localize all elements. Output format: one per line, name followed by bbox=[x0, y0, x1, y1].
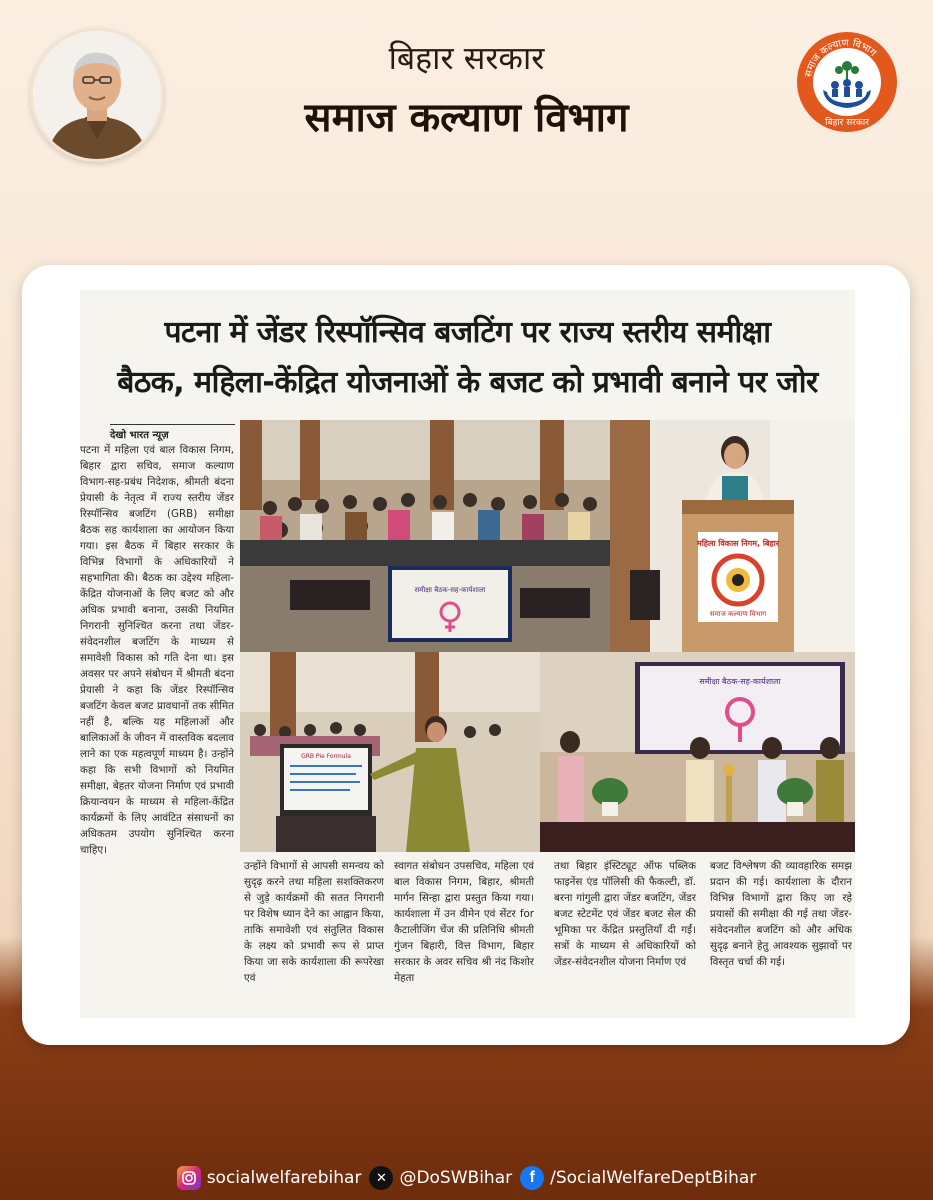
instagram-link[interactable] bbox=[177, 1166, 362, 1190]
facebook-icon: f bbox=[520, 1166, 544, 1190]
headline-line-1: पटना में जेंडर रिस्पॉन्सिव बजटिंग पर राज्य स्तरीय समीक्षा bbox=[164, 315, 771, 350]
x-icon: ✕ bbox=[369, 1166, 393, 1190]
facebook-handle: /SocialWelfareDeptBihar bbox=[550, 1168, 757, 1188]
instagram-icon bbox=[177, 1166, 201, 1190]
article-column-2: उन्होंने विभागों से आपसी समन्वय को सुदृढ़ करने तथा महिला सशक्तिकरण से जुड़े कार्यक्रमों की सतत निगरानी पर विशेष ध्यान देने का आह्वान किया, ताकि समावेशी एवं संतुलित विकास के लक्ष्य को प्रभावी रूप से प्राप्त किया जा सके कार्यशाला की रूपरेखा एवं bbox=[244, 860, 384, 984]
x-handle: @DoSWBihar bbox=[399, 1168, 513, 1188]
stage-screen-title: समीक्षा बैठक-सह-कार्यशाला bbox=[699, 677, 781, 686]
photo-lamp-lighting bbox=[540, 652, 855, 852]
department-emblem bbox=[795, 30, 899, 134]
article-column-1: पटना में महिला एवं बाल विकास निगम, बिहार द्वारा सचिव, समाज कल्याण विभाग-सह-प्रबंध निदेशक, श्रीमती बंदना प्रेयासी के नेतृत्व में राज्य स्तरीय जेंडर रिस्पॉन्सिव बजटिंग (GRB) समीक्षा बैठक सह कार्यशाला का आयोजन किया गया। इस बैठक में बिहार सरकार के विभिन्न विभागों के अधिकारियों ने सहभागिता की। बैठक का उद्देश्य महिला-केंद्रित योजनाओं के लिए बजट को और अधिक प्रभावी बनाना, उसकी नियमित निगरानी सुनिश्चित करना तथा जेंडर-संवेदनशील बजटिंग के माध्यम से समावेशी विकास को गति देना था। इस अवसर पर अपने संबोधन में श्रीमती बंदना प्रेयासी ने कहा कि जेंडर रिस्पॉन्सिव बजटिंग केवल बजट प्रावधानों तक सीमित नहीं है, बल्कि यह महिलाओं और बालिकाओं के जीवन में वास्तविक बदलाव लाने का एक महत्वपूर्ण माध्यम है। उन्होंने कहा कि सभी विभागों को नियमित समीक्षा, बेहतर योजना निर्माण एवं प्रभावी क्रियान्वयन के माध्यम से महिला-केंद्रित कार्यक्रमों के लिए आवंटित संसाधनों का अधिकतम उपयोग सुनिश्चित करना चाहिए। bbox=[80, 444, 234, 856]
podium-sign-line-1: महिला विकास निगम, बिहार bbox=[696, 539, 780, 548]
headline-line-2: बैठक, महिला-केंद्रित योजनाओं के बजट को प्रभावी बनाने पर जोर bbox=[117, 365, 818, 400]
byline: देखो भारत न्यूज़ bbox=[110, 424, 235, 441]
emblem-icon bbox=[795, 30, 899, 134]
photo-audience bbox=[240, 420, 610, 652]
header-subtitle: बिहार सरकार bbox=[388, 39, 545, 77]
newspaper-clipping bbox=[80, 290, 855, 1018]
article-column-5: बजट विश्लेषण की व्यावहारिक समझ प्रदान की गई। कार्यशाला के दौरान विभिन्न विभागों द्वारा किए जा रहे प्रयासों की समीक्षा की गई तथा जेंडर-संवेदनशील बजटिंग को और अधिक सुदृढ़ बनाने हेतु आवश्यक सुझावों पर विस्तृत चर्चा की गई। bbox=[710, 860, 852, 968]
article-column-3: स्वागत संबोधन उपसचिव, महिला एवं बाल विकास निगम, बिहार, श्रीमती मार्गन सिन्हा द्वारा प्रस्तुत किया गया। कार्यशाला में उन वीमेन एवं सेंटर for कैटालीजिंग चेंज की प्रतिनिधि श्रीमती गुंजन बिहारी, वित्त विभाग, बिहार सरकार के अवर सचिव श्री नंद किशोर मेहता bbox=[394, 860, 534, 984]
header-title: समाज कल्याण विभाग bbox=[304, 95, 629, 141]
instagram-handle: socialwelfarebihar bbox=[206, 1168, 362, 1188]
social-footer bbox=[0, 1158, 933, 1198]
podium-sign-line-2: समाज कल्याण विभाग bbox=[709, 610, 767, 618]
article-column-4: तथा बिहार इंस्टिट्यूट ऑफ पब्लिक फाइनेंस एंड पॉलिसी की फैकल्टी, डॉ. बरना गांगुली द्वारा जेंडर बजटिंग, जेंडर बजट स्टेटमेंट एवं जेंडर बजट सेल की भूमिका पर केंद्रित प्रस्तुतियाँ दी गईं। सत्रों के माध्यम से अधिकारियों को जेंडर-संवेदनशील योजना निर्माण एवं bbox=[554, 860, 696, 968]
screen-title: समीक्षा बैठक-सह-कार्यशाला bbox=[414, 586, 486, 594]
slide-title: GRB Pie Formula bbox=[301, 753, 351, 760]
photo-speaker-podium bbox=[610, 420, 855, 652]
photo-presenter bbox=[240, 652, 540, 852]
emblem-bottom-text: बिहार सरकार bbox=[825, 118, 869, 128]
x-link[interactable] bbox=[369, 1166, 512, 1190]
emblem-arc-text: समाज कल्याण विभाग bbox=[803, 37, 878, 79]
facebook-link[interactable] bbox=[520, 1166, 756, 1190]
